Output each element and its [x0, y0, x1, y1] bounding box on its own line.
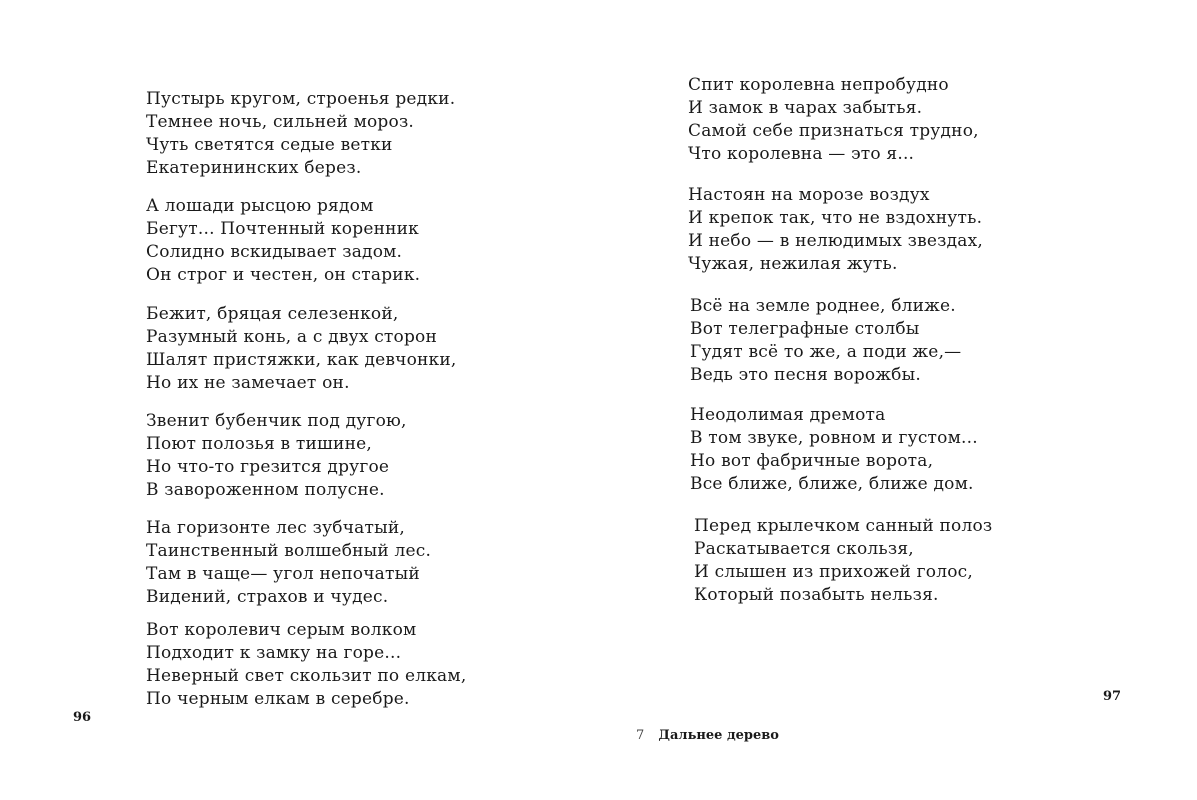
verse-line: И небо — в нелюдимых звездах,	[688, 231, 983, 251]
verse-line: В том звуке, ровном и густом...	[690, 428, 978, 448]
verse-line: И слышен из прихожей голос,	[694, 562, 973, 582]
verse-line: На горизонте лес зубчатый,	[146, 518, 405, 538]
verse-line: Перед крылечком санный полоз	[694, 516, 993, 536]
verse-line: Настоян на морозе воздух	[688, 185, 930, 205]
stanza	[146, 619, 466, 711]
verse-line: Таинственный волшебный лес.	[146, 541, 432, 561]
verse-line: Видений, страхов и чудес.	[146, 587, 389, 607]
stanza	[694, 515, 992, 607]
stanza	[146, 517, 431, 609]
stanza	[690, 295, 961, 387]
stanza	[146, 88, 455, 180]
verse-line: Там в чаще— угол непочатый	[146, 564, 420, 584]
verse-line: Неверный свет скользит по елкам,	[146, 666, 467, 686]
verse-line: Поют полозья в тишине,	[146, 434, 372, 454]
verse-line: В завороженном полусне.	[146, 480, 385, 500]
page-number: 97	[1103, 689, 1122, 704]
verse-line: Ведь это песня ворожбы.	[690, 365, 921, 385]
verse-line: Но их не замечает он.	[146, 373, 350, 393]
verse-line: Разумный конь, а с двух сторон	[146, 327, 438, 347]
stanza	[146, 410, 407, 502]
verse-line: Все ближе, ближе, ближе дом.	[690, 474, 974, 494]
verse-line: Пустырь кругом, строенья редки.	[146, 89, 456, 109]
verse-line: Звенит бубенчик под дугою,	[146, 411, 407, 431]
page-number: 96	[73, 710, 92, 725]
verse-line: Темнее ночь, сильней мороз.	[146, 112, 415, 132]
verse-line: Спит королевна непробудно	[688, 75, 949, 95]
verse-line: Бежит, бряцая селезенкой,	[146, 304, 399, 324]
verse-line: Он строг и честен, он старик.	[146, 265, 421, 285]
verse-line: Всё на земле роднее, ближе.	[690, 296, 956, 316]
verse-line: По черным елкам в серебре.	[146, 689, 410, 709]
verse-line: И крепок так, что не вздохнуть.	[688, 208, 983, 228]
stanza	[146, 303, 457, 395]
verse-line: Екатерининских берез.	[146, 158, 362, 178]
verse-line: Вот королевич серым волком	[146, 620, 417, 640]
stanza	[690, 404, 978, 496]
verse-line: Неодолимая дремота	[690, 405, 886, 425]
verse-line: Гудят всё то же, а поди же,—	[690, 342, 962, 362]
verse-line: Но вот фабричные ворота,	[690, 451, 934, 471]
verse-line: А лошади рысцою рядом	[146, 196, 374, 216]
verse-line: Бегут... Почтенный коренник	[146, 219, 419, 239]
verse-line: Самой себе признаться трудно,	[688, 121, 979, 141]
page-footer	[636, 728, 779, 743]
stanza	[688, 184, 983, 276]
verse-line: Но что-то грезится другое	[146, 457, 390, 477]
stanza	[688, 74, 979, 166]
stanza	[146, 195, 420, 287]
book-title: Дальнее дерево	[658, 728, 779, 743]
verse-line: Подходит к замку на горе...	[146, 643, 402, 663]
verse-line: Раскатывается скользя,	[694, 539, 914, 559]
verse-line: Солидно вскидывает задом.	[146, 242, 403, 262]
right-page	[598, 0, 1197, 800]
verse-line: Чуть светятся седые ветки	[146, 135, 393, 155]
verse-line: И замок в чарах забытья.	[688, 98, 923, 118]
verse-line: Вот телеграфные столбы	[690, 319, 920, 339]
verse-line: Чужая, нежилая жуть.	[688, 254, 898, 274]
verse-line: Шалят пристяжки, как девчонки,	[146, 350, 457, 370]
verse-line: Который позабыть нельзя.	[694, 585, 939, 605]
signature-mark: 7	[636, 728, 645, 743]
verse-line: Что королевна — это я...	[688, 144, 915, 164]
left-page	[0, 0, 598, 800]
